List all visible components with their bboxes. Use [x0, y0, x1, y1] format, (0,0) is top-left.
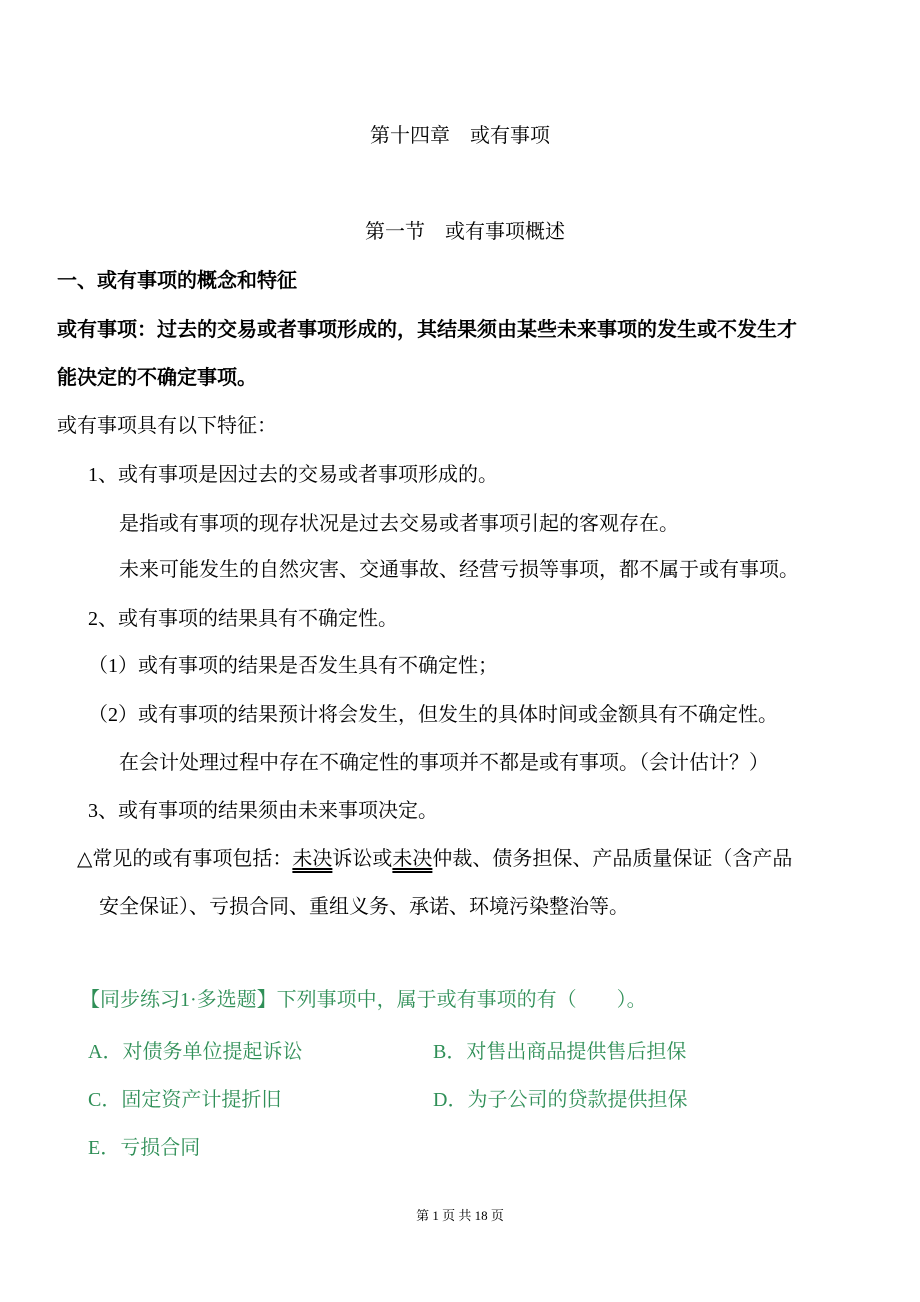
page-footer: 第 1 页 共 18 页 — [416, 1208, 504, 1223]
feature-2-note: 在会计处理过程中存在不确定性的事项并不都是或有事项。（会计估计？） — [119, 752, 769, 774]
heading-concept: 一、或有事项的概念和特征 — [57, 270, 297, 292]
option-c: C．固定资产计提折旧 — [88, 1089, 282, 1111]
underlined-term: 未决 — [292, 848, 333, 870]
common-prefix: △常见的或有事项包括： — [77, 848, 293, 870]
feature-1-note-2: 未来可能发生的自然灾害、交通事故、经营亏损等事项，都不属于或有事项。 — [119, 559, 799, 581]
feature-2-sub-2: （2）或有事项的结果预计将会发生，但发生的具体时间或金额具有不确定性。 — [88, 704, 778, 726]
underlined-term: 未决 — [392, 848, 433, 870]
option-e: E．亏损合同 — [88, 1137, 201, 1159]
feature-2: 2、或有事项的结果具有不确定性。 — [88, 608, 398, 630]
option-b: B．对售出商品提供售后担保 — [433, 1041, 687, 1063]
option-a: A．对债务单位提起诉讼 — [88, 1041, 303, 1063]
common-contingencies-line-2: 安全保证）、亏损合同、重组义务、承诺、环境污染整治等。 — [99, 896, 629, 918]
feature-1: 1、或有事项是因过去的交易或者事项形成的。 — [88, 464, 498, 486]
features-intro: 或有事项具有以下特征： — [57, 415, 277, 437]
exercise-question: 【同步练习1·多选题】下列事项中，属于或有事项的有（ ）。 — [80, 989, 647, 1011]
feature-2-sub-1: （1）或有事项的结果是否发生具有不确定性； — [88, 655, 498, 677]
feature-1-note-1: 是指或有事项的现存状况是过去交易或者事项引起的客观存在。 — [119, 513, 679, 535]
chapter-title: 第十四章 或有事项 — [370, 125, 550, 147]
section-title: 第一节 或有事项概述 — [365, 221, 565, 243]
common-contingencies-line-1 — [77, 846, 792, 872]
option-d: D．为子公司的贷款提供担保 — [433, 1089, 688, 1111]
definition-line-2: 能决定的不确定事项。 — [57, 367, 257, 389]
feature-3: 3、或有事项的结果须由未来事项决定。 — [88, 800, 438, 822]
common-mid: 诉讼或 — [332, 848, 393, 870]
common-suffix: 仲裁、债务担保、产品质量保证（含产品 — [432, 848, 793, 870]
definition-line-1: 或有事项：过去的交易或者事项形成的，其结果须由某些未来事项的发生或不发生才 — [57, 319, 797, 341]
